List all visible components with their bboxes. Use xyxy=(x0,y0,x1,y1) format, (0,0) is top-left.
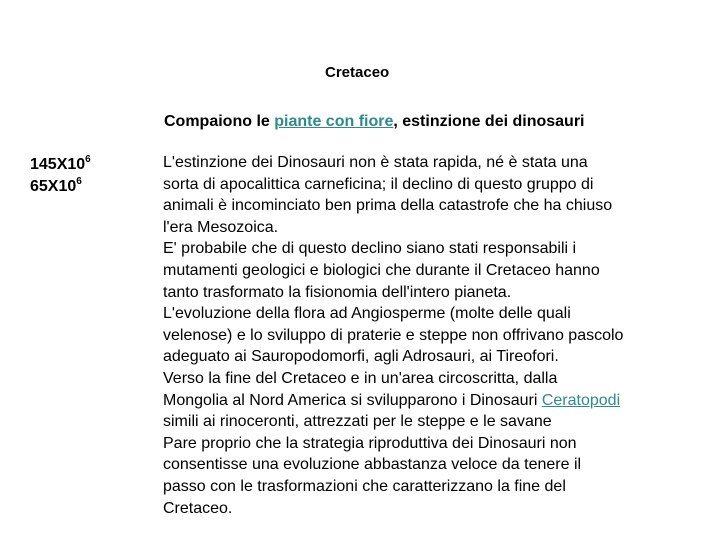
end-time-exponent: 6 xyxy=(76,175,82,187)
end-time-base: 65X10 xyxy=(30,178,77,195)
ceratopodi-link[interactable]: Ceratopodi xyxy=(541,391,621,409)
body-line: Verso la fine del Cretaceo e in un'area circoscritta, dalla xyxy=(163,369,558,387)
body-line: Cretaceo. xyxy=(163,499,233,517)
body-line: mutamenti geologici e biologici che durante il Cretaceo hanno xyxy=(163,261,600,279)
body-line: l'era Mesozoica. xyxy=(163,218,279,236)
piante-con-fiore-link[interactable]: piante con fiore xyxy=(274,113,394,130)
end-time xyxy=(30,176,91,198)
subtitle xyxy=(164,113,585,131)
body-line: passo con le trasformazioni che caratterizzano la fine del xyxy=(163,477,566,495)
body-line-text: Mongolia al Nord America si svilupparono i Dinosauri xyxy=(163,391,542,409)
body-text xyxy=(163,152,703,519)
body-line: velenose) e lo sviluppo di praterie e steppe non offrivano pascolo xyxy=(163,326,624,344)
body-line: sorta di apocalittica carneficina; il declino di questo gruppo di xyxy=(163,175,594,193)
body-line: consentisse una evoluzione abbastanza veloce da tenere il xyxy=(163,456,582,474)
body-line: simili ai rinoceronti, attrezzati per le steppe e le savane xyxy=(163,413,552,431)
body-line: L'estinzione dei Dinosauri non è stata rapida, né è stata una xyxy=(163,154,588,171)
body-line: Pare proprio che la strategia riproduttiva dei Dinosauri non xyxy=(163,434,577,452)
subtitle-text-before: Compaiono le xyxy=(164,113,275,130)
body-line: L'evoluzione della flora ad Angiosperme (molte delle quali xyxy=(163,305,571,323)
start-time-base: 145X10 xyxy=(30,156,86,173)
body-line xyxy=(163,390,703,412)
body-line: tanto trasformato la fisionomia dell'intero pianeta. xyxy=(163,283,512,301)
body-line: adeguato ai Sauropodomorfi, agli Adrosauri, ai Tireofori. xyxy=(163,348,559,366)
time-range-sidebar xyxy=(30,154,91,198)
start-time-exponent: 6 xyxy=(85,153,91,165)
page-title: Cretaceo xyxy=(325,64,390,81)
body-line: animali è incominciato ben prima della catastrofe che ha chiuso xyxy=(163,197,613,215)
subtitle-text-after: , estinzione dei dinosauri xyxy=(393,113,585,130)
start-time xyxy=(30,154,91,176)
body-line: E' probabile che di questo declino siano stati responsabili i xyxy=(163,240,577,258)
